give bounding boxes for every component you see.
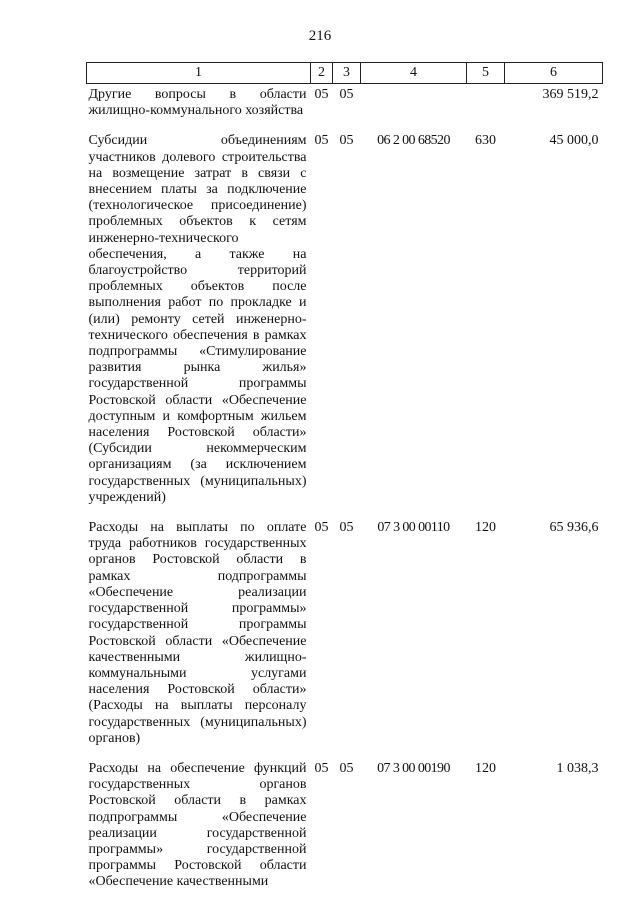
header-col-3: 3 (333, 63, 361, 84)
budget-table (86, 62, 603, 891)
page-number: 216 (308, 28, 332, 44)
row-subsection: 05 (339, 87, 354, 102)
row-target-code (361, 84, 467, 120)
header-col-6: 6 (505, 63, 603, 84)
header-col-2: 2 (311, 63, 333, 84)
row-amount: 1 038,3 (556, 760, 599, 776)
row-expense-type: 630 (475, 133, 496, 149)
row-subsection: 05 (339, 520, 354, 536)
row-description: Субсидии объединениям участников долевого строительства на возмещение затрат в связи с внесением платы за подключение (технологическое присоединение) проблемных объектов к сетям инженерно-технического обеспечения, а также на благоустройство территорий проблемных объектов после выполнения работ по прокладке и (или) ремонту сетей инженерно-технического обеспечения в рамках подпрограммы «Стимулирование развития рынка жилья» государственной программы Ростовской области «Обеспечение доступным и комфортным жильем населения Ростовской области» (Субсидии некоммерческим организациям (за исключением государственных (муниципальных) учреждений) (88, 133, 307, 505)
row-section: 05 (314, 133, 329, 149)
row-section: 05 (314, 760, 329, 776)
row-subsection: 05 (339, 133, 354, 149)
row-expense-type: 120 (475, 520, 496, 536)
table-row (87, 747, 603, 891)
row-subsection: 05 (339, 760, 354, 776)
row-target-code: 07 3 00 00110 (377, 520, 450, 536)
row-section: 05 (314, 520, 329, 536)
header-col-4: 4 (361, 63, 467, 84)
table-header-row (87, 63, 603, 84)
table-row (87, 506, 603, 747)
row-section: 05 (314, 87, 329, 102)
row-description: Расходы на выплаты по оплате труда работников государственных органов Ростовской области в рамках подпрограммы «Обеспечение реализации государственной программы» государственной программы Ростовской области «Обеспечение качественными жилищно-коммунальными услугами населения Ростовской области» (Расходы на выплаты персоналу государственных (муниципальных) органов) (88, 520, 307, 746)
row-expense-type: 120 (475, 760, 496, 776)
row-target-code: 07 3 00 00190 (377, 760, 450, 776)
row-amount: 369 519,2 (542, 87, 599, 102)
row-amount: 65 936,6 (549, 520, 599, 536)
header-col-1: 1 (87, 63, 311, 84)
header-col-5: 5 (467, 63, 505, 84)
row-expense-type (467, 84, 505, 120)
row-description: Расходы на обеспечение функций государственных органов Ростовской области в рамках подпрограммы «Обеспечение реализации государственной программы» государственной программы Ростовской области «Обеспечение качественными (88, 760, 307, 890)
row-target-code: 06 2 00 68520 (377, 133, 450, 149)
table-row (87, 119, 603, 506)
row-amount: 45 000,0 (549, 133, 599, 149)
row-description: Другие вопросы в области жилищно-коммунального хозяйства (88, 87, 307, 119)
table-row (87, 84, 603, 120)
